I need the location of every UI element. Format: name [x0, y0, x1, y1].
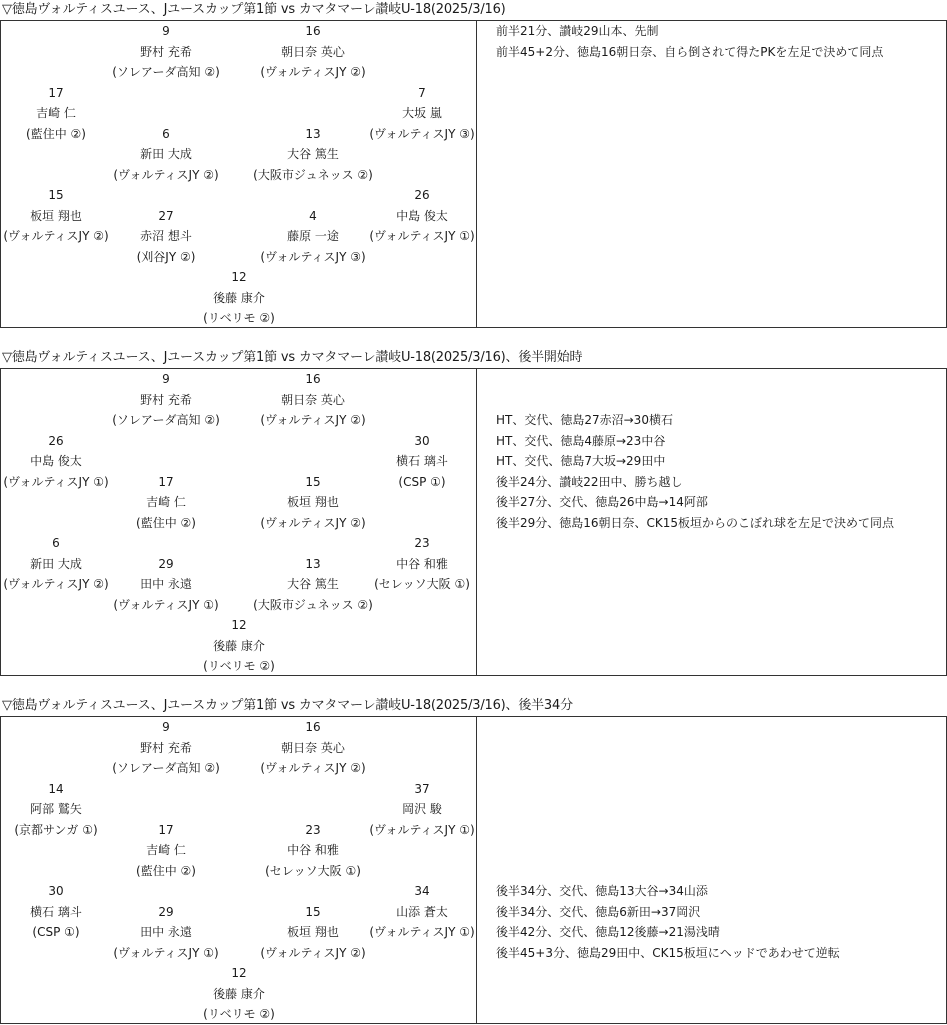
player-name: 新田 大成 — [30, 556, 82, 571]
match-event: 後半24分、讃岐22田中、勝ち越し — [496, 474, 683, 489]
section-title: ▽徳島ヴォルティスユース、Jユースカップ第1節 vs カマタマーレ讃岐U-18(2025/3/16) — [2, 2, 506, 17]
player-club: (大阪市ジュネッス ②) — [253, 167, 373, 182]
player-club: (CSP ①) — [32, 925, 80, 939]
match-event: 後半29分、徳島16朝日奈、CK15板垣からのこぼれ球を左足で決めて同点 — [496, 515, 895, 530]
player-number: 14 — [48, 781, 64, 796]
player-name: 後藤 康介 — [213, 638, 265, 653]
player-club: (ヴォルティスJY ①) — [369, 229, 475, 243]
player-number: 6 — [162, 126, 170, 141]
player-club: (ヴォルティスJY ②) — [260, 515, 366, 530]
player-name: 板垣 翔也 — [30, 208, 82, 223]
player-number: 7 — [418, 85, 426, 100]
player-name: 朝日奈 英心 — [281, 44, 345, 59]
player-name: 藤原 一途 — [287, 229, 339, 243]
match-event: HT、交代、徳島4藤原→23中谷 — [496, 433, 666, 448]
player-name: 赤沼 想斗 — [140, 229, 192, 243]
player-club: (ヴォルティスJY ②) — [3, 229, 109, 243]
player-number: 16 — [305, 24, 321, 38]
player-club: (リベリモ ②) — [203, 1007, 275, 1021]
section-title: ▽徳島ヴォルティスユース、Jユースカップ第1節 vs カマタマーレ讃岐U-18(2025/3/16)、後半開始時 — [2, 350, 583, 365]
player-name: 中谷 和雅 — [287, 843, 339, 857]
player-name: 板垣 翔也 — [287, 925, 339, 939]
player-club: (ヴォルティスJY ①) — [3, 474, 109, 489]
lineup-section-second-half-start — [0, 348, 947, 676]
player-number: 16 — [305, 720, 321, 734]
player-name: 野村 充希 — [140, 392, 192, 407]
player-club: (ヴォルティスJY ②) — [260, 413, 366, 427]
match-event: 前半45+2分、徳島16朝日奈、自ら倒されて得たPKを左足で決めて同点 — [496, 44, 884, 59]
formation-panel — [1, 717, 476, 1023]
player-number: 6 — [52, 536, 60, 550]
match-event: 後半34分、交代、徳島13大谷→34山添 — [496, 884, 708, 898]
player-number: 16 — [305, 372, 321, 386]
player-number: 34 — [414, 884, 430, 898]
player-club: (ヴォルティスJY ①) — [113, 597, 219, 612]
player-club: (藍住中 ②) — [26, 126, 86, 141]
player-number: 4 — [309, 208, 317, 223]
player-name: 中谷 和雅 — [396, 556, 448, 571]
player-club: (京都サンガ ①) — [14, 822, 98, 837]
player-club: (リベリモ ②) — [203, 311, 275, 325]
player-club: (刈谷JY ②) — [136, 249, 196, 264]
player-name: 横石 璃斗 — [30, 904, 82, 919]
player-club: (ヴォルティスJY ②) — [113, 167, 219, 182]
player-name: 吉崎 仁 — [146, 843, 186, 857]
player-number: 13 — [305, 126, 321, 141]
match-events-panel — [477, 717, 946, 1023]
player-number: 23 — [305, 822, 321, 837]
player-number: 29 — [158, 904, 174, 919]
player-number: 15 — [48, 188, 64, 202]
player-number: 9 — [162, 24, 170, 38]
section-title: ▽徳島ヴォルティスユース、Jユースカップ第1節 vs カマタマーレ讃岐U-18(2025/3/16)、後半34分 — [2, 698, 573, 713]
player-name: 後藤 康介 — [213, 290, 265, 305]
player-number: 12 — [231, 618, 247, 632]
match-events-panel — [477, 369, 946, 675]
player-club: (藍住中 ②) — [136, 863, 196, 878]
player-number: 37 — [414, 781, 430, 796]
player-club: (ヴォルティスJY ②) — [3, 577, 109, 591]
player-club: (リベリモ ②) — [203, 659, 275, 673]
player-name: 田中 永遠 — [140, 925, 192, 939]
player-number: 26 — [48, 433, 64, 448]
player-club: (ソレアーダ高知 ②) — [112, 413, 220, 427]
player-club: (セレッソ大阪 ①) — [265, 863, 361, 878]
player-number: 23 — [414, 536, 430, 550]
player-name: 野村 充希 — [140, 740, 192, 755]
player-club: (CSP ①) — [398, 474, 446, 489]
player-name: 大谷 篤生 — [287, 147, 339, 161]
player-name: 吉崎 仁 — [36, 106, 76, 120]
player-number: 9 — [162, 720, 170, 734]
player-club: (ヴォルティスJY ①) — [369, 925, 475, 939]
match-event: 後半42分、交代、徳島12後藤→21湯浅晴 — [496, 925, 720, 939]
player-number: 30 — [48, 884, 64, 898]
match-event: 後半45+3分、徳島29田中、CK15板垣にヘッドであわせて逆転 — [496, 945, 840, 960]
player-club: (ヴォルティスJY ①) — [113, 945, 219, 960]
player-name: 朝日奈 英心 — [281, 740, 345, 755]
player-club: (ヴォルティスJY ③) — [369, 126, 475, 141]
player-name: 大坂 嵐 — [402, 106, 442, 120]
player-name: 朝日奈 英心 — [281, 392, 345, 407]
player-club: (セレッソ大阪 ①) — [374, 577, 470, 591]
player-club: (ヴォルティスJY ②) — [260, 65, 366, 79]
player-number: 15 — [305, 904, 321, 919]
player-club: (藍住中 ②) — [136, 515, 196, 530]
lineup-table — [0, 20, 947, 328]
player-name: 大谷 篤生 — [287, 577, 339, 591]
player-number: 15 — [305, 474, 321, 489]
player-name: 板垣 翔也 — [287, 495, 339, 509]
player-name: 中島 俊太 — [30, 454, 82, 468]
player-club: (ヴォルティスJY ②) — [260, 945, 366, 960]
player-number: 17 — [158, 474, 174, 489]
player-number: 26 — [414, 188, 430, 202]
lineup-table — [0, 368, 947, 676]
player-number: 17 — [158, 822, 174, 837]
player-number: 30 — [414, 433, 430, 448]
formation-panel — [1, 21, 476, 327]
player-name: 中島 俊太 — [396, 208, 448, 223]
match-event: 後半27分、交代、徳島26中島→14阿部 — [496, 495, 708, 509]
player-name: 吉崎 仁 — [146, 495, 186, 509]
player-name: 野村 充希 — [140, 44, 192, 59]
player-name: 山添 蒼太 — [396, 904, 448, 919]
player-name: 岡沢 駿 — [402, 802, 442, 816]
player-name: 新田 大成 — [140, 147, 192, 161]
player-club: (大阪市ジュネッス ②) — [253, 597, 373, 612]
player-club: (ヴォルティスJY ③) — [260, 249, 366, 264]
player-name: 横石 璃斗 — [396, 454, 448, 468]
formation-panel — [1, 369, 476, 675]
player-club: (ヴォルティスJY ②) — [260, 761, 366, 775]
player-club: (ソレアーダ高知 ②) — [112, 761, 220, 775]
match-events-panel — [477, 21, 946, 327]
player-number: 12 — [231, 270, 247, 284]
player-name: 後藤 康介 — [213, 986, 265, 1001]
lineup-table — [0, 716, 947, 1024]
match-event: 前半21分、讃岐29山本、先制 — [496, 24, 659, 38]
player-club: (ソレアーダ高知 ②) — [112, 65, 220, 79]
player-name: 田中 永遠 — [140, 577, 192, 591]
player-name: 阿部 鷲矢 — [30, 802, 82, 816]
player-number: 12 — [231, 966, 247, 980]
player-club: (ヴォルティスJY ①) — [369, 822, 475, 837]
match-event: HT、交代、徳島27赤沼→30横石 — [496, 413, 673, 427]
player-number: 17 — [48, 85, 64, 100]
match-event: 後半34分、交代、徳島6新田→37岡沢 — [496, 904, 701, 919]
match-event: HT、交代、徳島7大坂→29田中 — [496, 454, 666, 468]
player-number: 13 — [305, 556, 321, 571]
player-number: 9 — [162, 372, 170, 386]
player-number: 27 — [158, 208, 174, 223]
lineup-section-second-half-34min — [0, 696, 947, 1024]
player-number: 29 — [158, 556, 174, 571]
lineup-section-kickoff — [0, 0, 947, 328]
